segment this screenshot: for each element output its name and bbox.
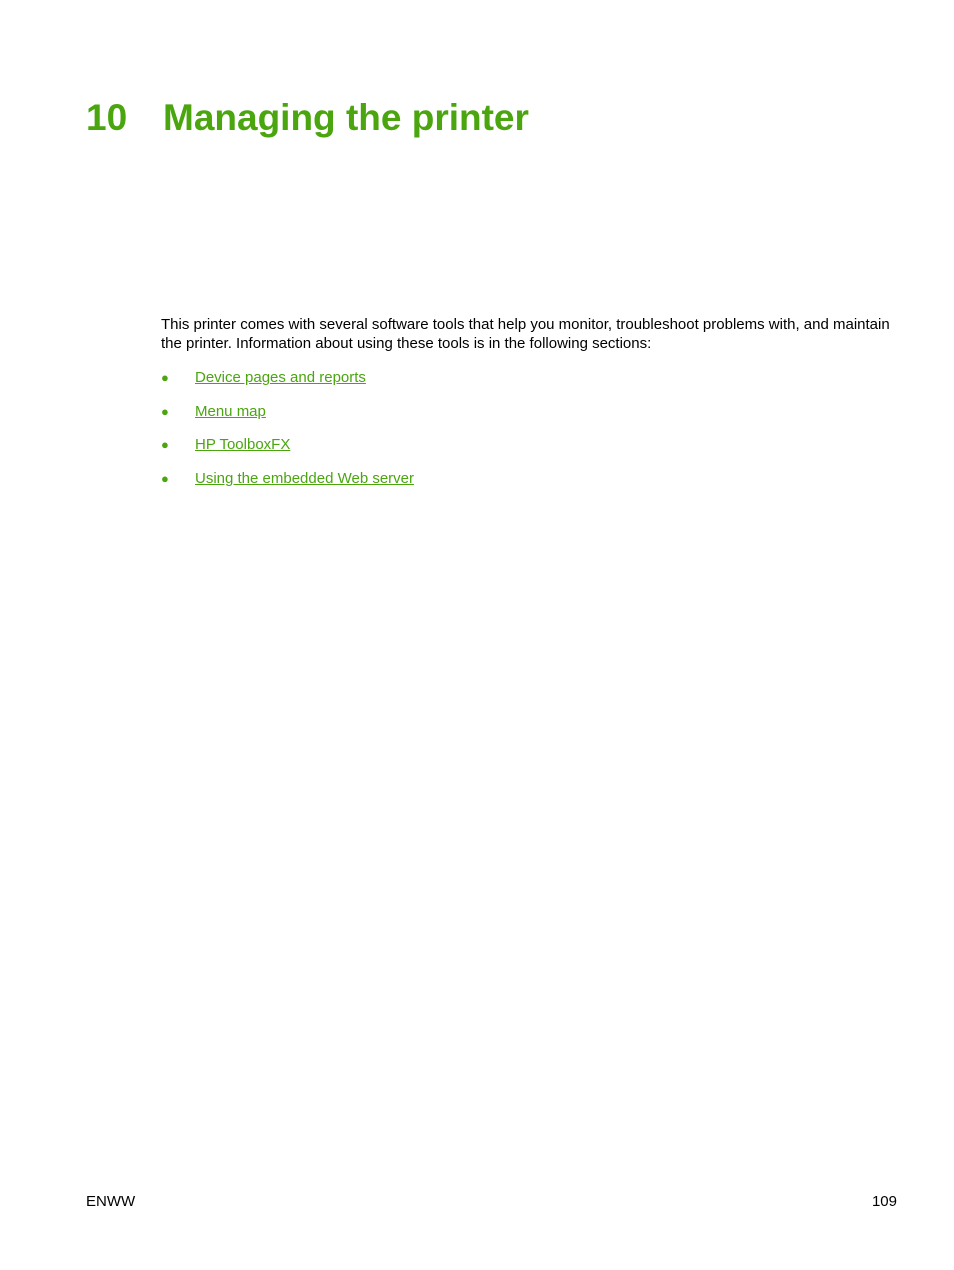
bullet-icon: ●: [161, 470, 169, 486]
list-item: [161, 368, 414, 388]
chapter-heading: [86, 94, 529, 142]
menu-map-link[interactable]: Menu map: [195, 402, 266, 420]
device-pages-link[interactable]: Device pages and reports: [195, 369, 366, 386]
topic-list: [161, 368, 414, 502]
list-item: [161, 402, 414, 422]
chapter-number: 10: [86, 97, 128, 138]
intro-paragraph: This printer comes with several software tools that help you monitor, troubleshoot problems with, and maintain the printer. Information about using these tools is in the following sections:: [161, 316, 890, 352]
chapter-title: Managing the printer: [163, 97, 529, 138]
list-item: [161, 435, 414, 455]
hp-toolboxfx-link[interactable]: HP ToolboxFX: [195, 436, 291, 454]
bullet-icon: ●: [161, 437, 169, 453]
embedded-web-server-link[interactable]: Using the embedded Web server: [195, 469, 415, 487]
footer-label: ENWW: [86, 1193, 136, 1210]
page-number: 109: [871, 1193, 897, 1210]
bullet-icon: ●: [161, 403, 169, 419]
list-item: [161, 469, 414, 489]
bullet-icon: ●: [161, 370, 169, 385]
